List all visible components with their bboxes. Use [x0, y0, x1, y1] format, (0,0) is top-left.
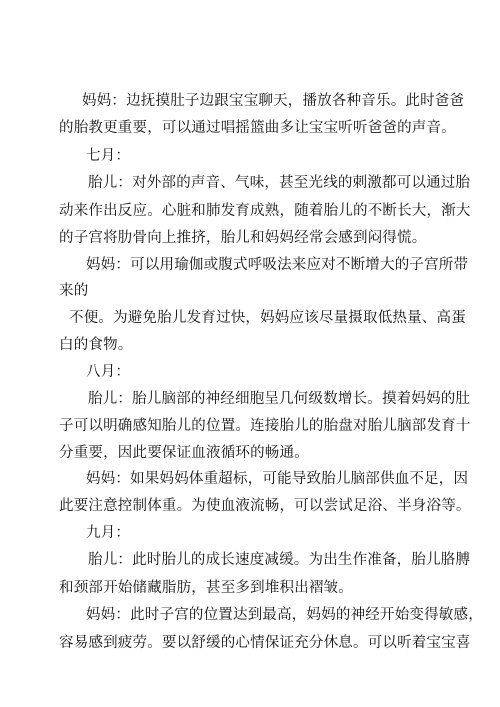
text-line: 妈妈：可以用瑜伽或腹式呼吸法来应对不断增大的子宫所带	[86, 257, 469, 273]
text-line: 胎儿：对外部的声音、气味，甚至光线的刺激都可以通过胎	[88, 175, 471, 191]
section-heading: 八月：	[86, 364, 131, 380]
text-line: 此要注意控制体重。为使血液流畅，可以尝试足浴、半身浴等。	[59, 498, 471, 514]
text-line: 胎儿：胎儿脑部的神经细胞呈几何级数增长。摸着妈妈的肚	[88, 391, 471, 407]
section-heading: 七月：	[86, 148, 131, 164]
text-line: 妈妈：此时子宫的位置达到最高，妈妈的神经开始变得敏感，	[86, 607, 483, 623]
text-line: 胎儿：此时胎儿的成长速度减缓。为出生作准备，胎儿胳膊	[88, 552, 471, 568]
text-line: 的子宫将肋骨向上推挤，胎儿和妈妈经常会感到闷得慌。	[59, 230, 427, 246]
text-line: 和颈部开始储藏脂肪，甚至多到堆积出褶皱。	[59, 580, 353, 596]
section-heading: 九月：	[86, 525, 131, 541]
text-line: 妈妈：边抚摸肚子边跟宝宝聊天，播放各种音乐。此时爸爸	[82, 93, 465, 109]
text-line: 分重要，因此要保证血液循环的畅通。	[59, 445, 309, 461]
text-line: 不便。为避免胎儿发育过快，妈妈应该尽量摄取低热量、高蛋	[69, 310, 466, 326]
text-line: 来的	[59, 283, 89, 299]
text-line: 白的食物。	[59, 337, 133, 353]
text-line: 容易感到疲劳。要以舒缓的心情保证充分休息。可以听着宝宝喜	[59, 635, 471, 651]
text-line: 的胎教更重要，可以通过唱摇篮曲多让宝宝听听爸爸的声音。	[59, 120, 456, 136]
text-line: 妈妈：如果妈妈体重超标，可能导致胎儿脑部供血不足，因	[86, 471, 469, 487]
text-line: 子可以明确感知胎儿的位置。连接胎儿的胎盘对胎儿脑部发育十	[59, 418, 471, 434]
text-line: 动来作出反应。心脏和肺发育成熟，随着胎儿的不断长大，渐大	[59, 203, 471, 219]
